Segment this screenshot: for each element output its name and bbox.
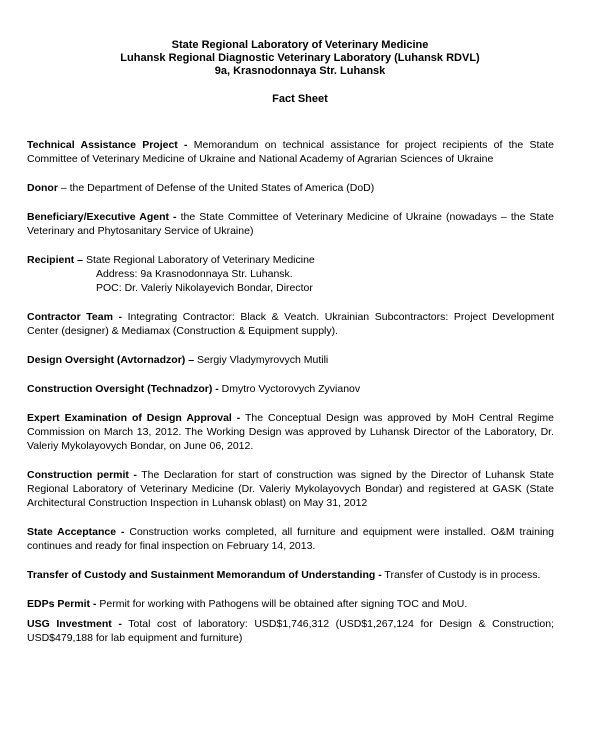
fact-sheet-body [27, 138, 554, 660]
recipient-line-3: POC: Dr. Valeriy Nikolayevich Bondar, Director [96, 282, 313, 294]
state-acceptance-label: State Acceptance - [27, 526, 125, 538]
construction-permit-label: Construction permit - [27, 469, 137, 481]
project-text: Memorandum on technical assistance for project recipients of the State Committee of Veterinary Medicine of Ukraine and National Academy of Agrarian Sciences of Ukraine [27, 139, 554, 165]
header-line-1: State Regional Laboratory of Veterinary Medicine [171, 39, 429, 51]
recipient-line-2: Address: 9a Krasnodonnaya Str. Luhansk. [96, 268, 293, 280]
usg-investment-label: USG Investment - [27, 618, 122, 630]
expert-examination-text: The Conceptual Design was approved by MoH Central Regime Commission on March 13, 2012. The Working Design was approved by Luhansk Director of the Laboratory, Dr. Valeriy Mykolayovych Bondar, on June 06, 2012. [27, 412, 554, 452]
beneficiary-text: the State Committee of Veterinary Medicine of Ukraine (nowadays – the State Veterinary and Phytosanitary Service of Ukraine) [27, 211, 555, 237]
header-line-2: Luhansk Regional Diagnostic Veterinary Laboratory (Luhansk RDVL) [120, 52, 480, 64]
expert-examination-item [27, 411, 554, 453]
expert-examination-label: Expert Examination of Design Approval - [27, 412, 241, 424]
transfer-custody-text: Transfer of Custody is in process. [381, 569, 541, 581]
construction-permit-text: The Declaration for start of construction was signed by the Director of Luhansk State Regional Laboratory of Veterinary Medicine (Dr. Valeriy Mykolayovych Bondar) and registered at GASK (State Architectural Construction Inspection in Luhansk oblast) on May 31, 2012 [27, 469, 554, 509]
design-oversight-item [27, 353, 554, 367]
beneficiary-item [27, 210, 554, 238]
usg-investment-item [27, 617, 554, 645]
state-acceptance-text: Construction works completed, all furniture and equipment were installed. O&M training continues and ready for final inspection on February 14, 2013. [27, 526, 554, 552]
recipient-item [27, 253, 554, 295]
donor-item [27, 181, 554, 195]
transfer-custody-label: Transfer of Custody and Sustainment Memorandum of Understanding - [27, 569, 382, 581]
usg-investment-text: Total cost of laboratory: USD$1,746,312 (USD$1,267,124 for Design & Construction; USD$479,188 for lab equipment and furniture) [27, 618, 554, 644]
donor-text: – the Department of Defense of the United States of America (DoD) [57, 182, 375, 194]
edps-permit-text: Permit for working with Pathogens will be obtained after signing TOC and MoU. [96, 598, 468, 610]
contractor-text: Integrating Contractor: Black & Veatch. Ukrainian Subcontractors: Project Development Center (designer) & Mediamax (Construction & Equipment supply). [27, 311, 554, 337]
edps-permit-label: EDPs Permit - [27, 598, 97, 610]
design-oversight-label: Design Oversight (Avtornadzor) – [27, 354, 195, 366]
edps-permit-item [27, 597, 554, 611]
recipient-label: Recipient – [27, 254, 84, 266]
header-line-3: 9a, Krasnodonnaya Str. Luhansk [214, 65, 386, 77]
contractor-item [27, 310, 554, 338]
project-label: Technical Assistance Project - [27, 139, 188, 151]
document-header [0, 39, 600, 78]
contractor-label: Contractor Team - [27, 311, 122, 323]
construction-oversight-text: Dmytro Vyctorovych Zyvianov [218, 383, 361, 395]
donor-label: Donor [27, 182, 58, 194]
construction-oversight-label: Construction Oversight (Technadzor) - [27, 383, 219, 395]
design-oversight-text: Sergiy Vladymyrovych Mutili [194, 354, 329, 366]
document-title: Fact Sheet [272, 93, 328, 105]
state-acceptance-item [27, 525, 554, 553]
construction-permit-item [27, 468, 554, 510]
transfer-custody-item [27, 568, 554, 582]
construction-oversight-item [27, 382, 554, 396]
recipient-line-1: State Regional Laboratory of Veterinary Medicine [83, 254, 315, 266]
project-item [27, 138, 554, 166]
beneficiary-label: Beneficiary/Executive Agent - [27, 211, 177, 223]
